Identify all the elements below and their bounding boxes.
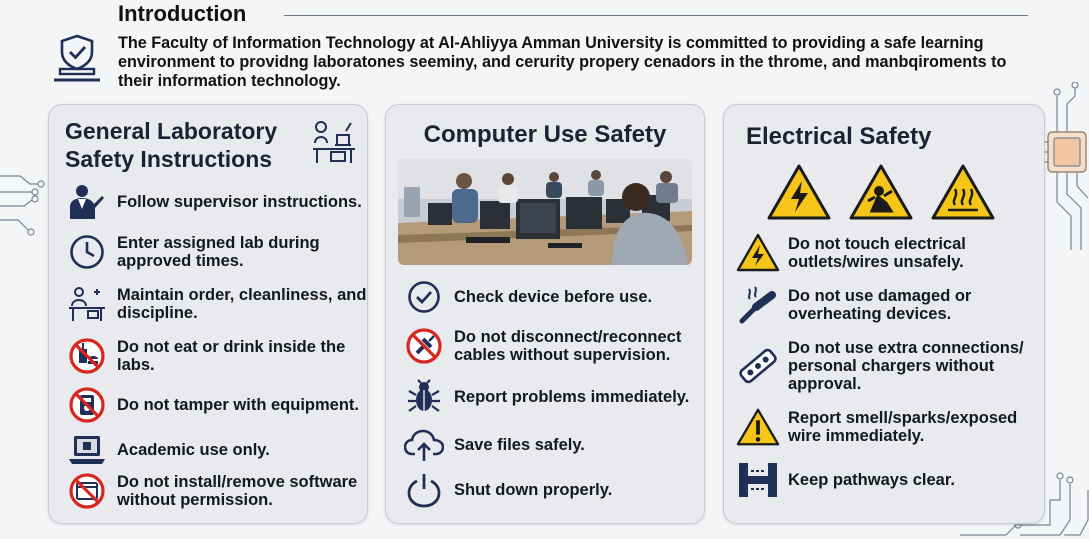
general-item <box>65 385 359 425</box>
general-item-text: Do not eat or drink inside the labs. <box>117 338 346 374</box>
computer-safety-panel <box>385 104 705 524</box>
cloud-upload-icon <box>402 425 446 465</box>
computer-item <box>402 326 704 366</box>
check-circle-icon <box>402 277 446 317</box>
supervisor-icon <box>65 182 109 222</box>
pathway-icon <box>736 460 780 500</box>
exclamation-warning-icon <box>736 407 780 447</box>
electrical-item-text: Do not use extra connections/ personal chargers without approval. <box>788 339 1024 393</box>
shock-warning-icon <box>848 163 914 226</box>
computer-item-text: Shut down properly. <box>454 481 613 499</box>
computer-item-text: Save files safely. <box>454 436 585 454</box>
electrical-item-text: Do not touch electrical outlets/wires unsafely. <box>788 235 966 271</box>
lab-desk-icon <box>311 119 357 170</box>
general-item-text: Follow supervisor instructions. <box>117 193 362 211</box>
general-item <box>65 336 367 376</box>
electrical-item-text: Report smell/sparks/exposed wire immediately. <box>788 409 1018 445</box>
damaged-cable-icon <box>736 285 780 325</box>
general-item-text: Enter assigned lab during approved times. <box>117 234 320 270</box>
electrical-item-text: Do not use damaged or overheating devices. <box>788 287 972 323</box>
general-item <box>65 430 270 470</box>
hot-surface-warning-icon <box>930 163 996 226</box>
general-item-text: Academic use only. <box>117 441 270 459</box>
computer-safety-title: Computer Use Safety <box>423 121 667 148</box>
desk-icon <box>65 284 109 324</box>
general-item-text: Maintain order, cleanliness, and discipline. <box>117 286 367 322</box>
high-voltage-warning-icon <box>766 163 832 226</box>
no-disconnect-icon <box>402 326 446 366</box>
electrical-item <box>736 339 1044 393</box>
power-icon <box>402 470 446 510</box>
computer-item <box>402 470 612 510</box>
intro-text: The Faculty of Information Technology at Al-Ahliyya Amman University is committed to providing a safe learning environment to providng laboratones seeminy, and cerurity propery cenadors in the throme, and manbqiroments to their information technology. <box>118 34 1007 90</box>
computer-item <box>402 425 585 465</box>
electrical-item <box>736 407 1044 447</box>
general-item-text: Do not tamper with equipment. <box>117 396 359 414</box>
electrical-safety-panel <box>723 104 1045 524</box>
computer-item <box>402 277 652 317</box>
intro-title: Introduction <box>118 1 247 26</box>
intro-divider <box>284 15 1028 16</box>
computer-item <box>402 377 689 417</box>
no-food-drink-icon <box>65 336 109 376</box>
clock-icon <box>65 232 109 272</box>
electrical-safety-title: Electrical Safety <box>746 123 932 150</box>
general-item <box>65 232 367 272</box>
circuit-left-icon <box>0 162 46 242</box>
electrical-item-text: Keep pathways clear. <box>788 471 955 489</box>
general-safety-title: General Laboratory Safety Instructions <box>65 118 278 172</box>
computer-item-text: Report problems immediately. <box>454 388 690 406</box>
bug-icon <box>402 377 446 417</box>
computer-item-text: Check device before use. <box>454 288 653 306</box>
electrical-item <box>736 460 955 500</box>
no-install-icon <box>65 471 109 511</box>
general-item <box>65 182 362 222</box>
shield-laptop-icon <box>50 34 104 89</box>
electric-warning-icon <box>736 233 780 273</box>
computer-item-text: Do not disconnect/reconnect cables without supervision. <box>454 328 682 364</box>
electrical-item <box>736 285 1044 325</box>
general-item <box>65 471 367 511</box>
power-strip-icon <box>736 346 780 386</box>
laptop-icon <box>65 430 109 470</box>
general-item-text: Do not install/remove software without permission. <box>117 473 358 509</box>
computer-lab-photo <box>398 159 692 265</box>
electrical-item <box>736 233 1044 273</box>
no-tamper-icon <box>65 385 109 425</box>
general-safety-panel <box>48 104 368 524</box>
general-item <box>65 284 367 324</box>
